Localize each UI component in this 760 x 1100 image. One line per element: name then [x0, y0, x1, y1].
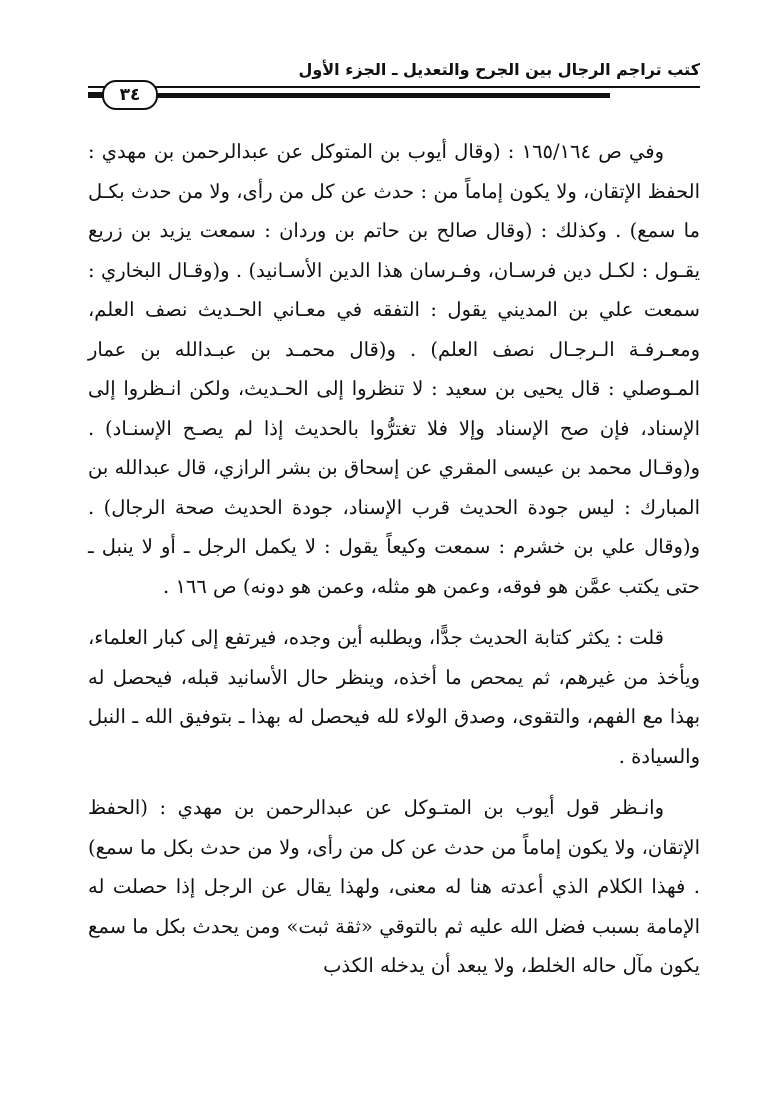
- paragraph-2: قلت : يكثر كتابة الحديث جدًّا، ويطلبه أين وجده، فيرتفع إلى كبار العلماء، ويأخذ من غيرهم، ثم يمحص ما أخذه، وينظر حال الأسانيد قبله، فيحصل له بهذا مع الفهم، والتقوى، وصدق الولاء لله فيحصل له بهذا ـ بتوفيق الله ـ النبل والسيادة .: [88, 626, 700, 768]
- page-header: [88, 52, 700, 112]
- paragraph-1: وفي ص ١٦٥/١٦٤ : (وقال أيوب بن المتوكل عن عبدالرحمن بن مهدي : الحفظ الإتقان، ولا يكون إماماً من : حدث عن كل من رأى، ولا من حدث بكـل ما سمع) . وكذلك : (وقال صالح بن حاتم بن وردان : سمعت يزيد بن زريع يقـول : لكـل دين فرسـان، وفـرسان هذا الدين الأسـانيد) . و(وقـال البخاري : سمعت علي بن المديني يقول : التفقه في معـاني الحـديث نصف العلم، ومعـرفـة الـرجـال نصف العلم) . و(قال محمـد بن عبـدالله بن عمار المـوصلي : قال يحيى بن سعيد : لا تنظروا إلى الحـديث، ولكن انـظروا إلى الإسناد، فإن صح الإسناد وإلا فلا تغترُّوا بالحديث إذا لم يصـح الإسنـاد) . و(وقـال محمد بن عيسى المقري عن إسحاق بن بشر الرازي، قال عبدالله بن المبارك : ليس جودة الحديث قرب الإسناد، جودة الحديث صحة الرجال) . و(وقال علي بن خشرم : سمعت وكيعاً يقول : لا يكمل الرجل ـ أو لا ينبل ـ حتى يكتب عمَّن هو فوقه، وعمن هو مثله، وعمن هو دونه) ص ١٦٦ .: [88, 140, 700, 598]
- page-number-badge: [102, 80, 158, 110]
- page-number: ٣٤: [119, 85, 141, 105]
- paragraph-3: وانـظر قول أيوب بن المتـوكل عن عبدالرحمن بن مهدي : (الحفظ الإتقان، ولا يكون إماماً من حدث عن كل من رأى، ولا من حدث بكل ما سمع) . فهذا الكلام الذي أعدته هنا له معنى، ولهذا يقال عن الرجل إذا حصلت له الإمامة بسبب فضل الله عليه ثم بالتوقي «ثقة ثبت» ومن يحدث بكل ما سمع يكون مآل حاله الخلط، ولا يبعد أن يدخله الكذب: [88, 796, 700, 977]
- header-rule-thick: [88, 93, 610, 98]
- body-text: [88, 132, 700, 986]
- running-title: كتب تراجم الرجال بين الجرح والتعديل ـ الجزء الأول: [298, 60, 700, 79]
- header-rule-thin: [88, 86, 700, 88]
